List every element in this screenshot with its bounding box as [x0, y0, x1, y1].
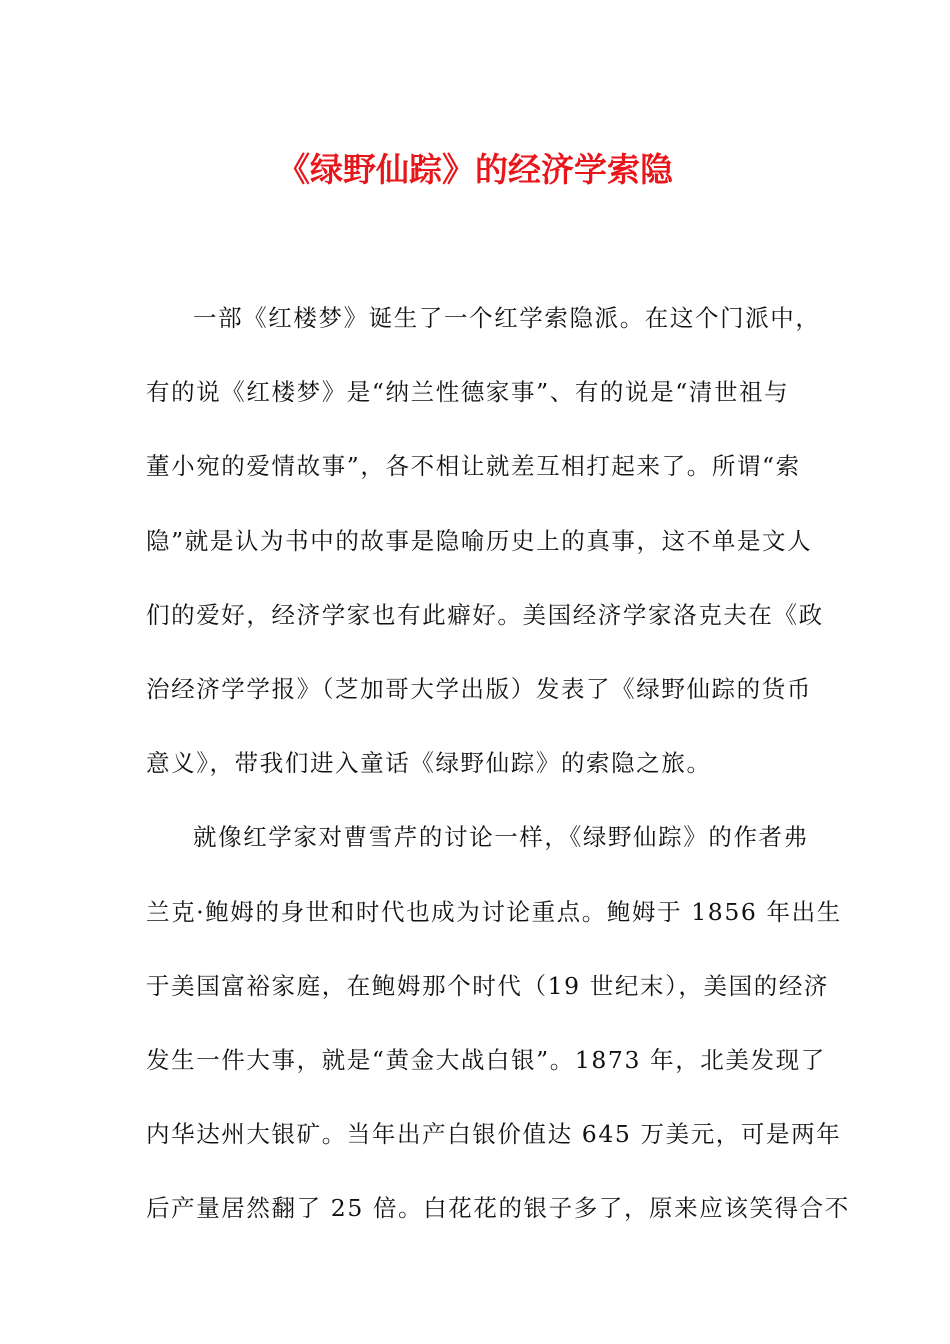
- paragraph-1-line-3: 董小宛的爱情故事”，各不相让就差互相打起来了。所谓“索: [146, 452, 801, 481]
- paragraph-1-line-6: 治经济学学报》（芝加哥大学出版）发表了《绿野仙踪的货币: [146, 674, 812, 703]
- paragraph-1-line-1: 一部《红楼梦》诞生了一个红学索隐派。在这个门派中，: [193, 304, 821, 332]
- paragraph-1-line-5: 们的爱好，经济学家也有此癖好。美国经济学家洛克夫在《政: [146, 600, 824, 629]
- paragraph-1-line-7: 意义》，带我们进入童话《绿野仙踪》的索隐之旅。: [146, 749, 712, 778]
- paragraph-2-line-2: 兰克·鲍姆的身世和时代也成为讨论重点。鲍姆于 1856 年出生: [146, 897, 842, 926]
- paragraph-1-line-2: 有的说《红楼梦》是“纳兰性德家事”、有的说是“清世祖与: [146, 378, 790, 407]
- document-title: 《绿野仙踪》的经济学索隐: [277, 150, 673, 189]
- document-body: [146, 281, 850, 1245]
- paragraph-2-line-5: 内华达州大银矿。当年出产白银价值达 645 万美元，可是两年: [146, 1120, 842, 1149]
- paragraph-2-line-3: 于美国富裕家庭，在鲍姆那个时代（19 世纪末），美国的经济: [146, 971, 830, 1000]
- paragraph-2-line-1: 就像红学家对曹雪芹的讨论一样，《绿野仙踪》的作者弗: [193, 823, 809, 852]
- paragraph-2-line-6: 后产量居然翻了 25 倍。白花花的银子多了，原来应该笑得合不: [146, 1194, 850, 1223]
- paragraph-1-line-4: 隐”就是认为书中的故事是隐喻历史上的真事，这不单是文人: [146, 526, 813, 555]
- paragraph-2-line-4: 发生一件大事，就是“黄金大战白银”。1873 年，北美发现了: [146, 1045, 826, 1074]
